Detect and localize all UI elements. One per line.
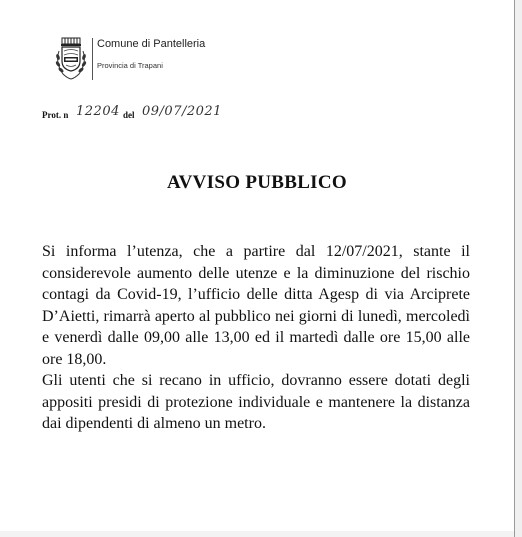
protocol-number: 12204 [76, 104, 120, 119]
coat-of-arms-icon [53, 37, 89, 81]
provincia-name: Provincia di Trapani [97, 61, 163, 70]
header-divider [92, 38, 93, 80]
notice-paragraph-2: Gli utenti che si recano in ufficio, dovranno essere dotati degli appositi presidi di protezione individuale e mantenere la distanza dai dipendenti di almeno un metro. [42, 372, 470, 432]
viewer-bottom-edge [0, 531, 514, 537]
protocol-label: Prot. n [42, 110, 69, 120]
viewer-right-edge [514, 0, 522, 537]
comune-name: Comune di Pantelleria [97, 38, 206, 50]
protocol-date: 09/07/2021 [142, 104, 222, 119]
notice-body [42, 241, 470, 435]
notice-paragraph-1: Si informa l’utenza, che a partire dal 12/07/2021, stante il considerevole aumento delle utenze e la diminuzione del rischio contagi da Covid-19, l’ufficio delle ditta Agesp di via Arciprete D’Aietti, rimarrà aperto al pubblico nei giorni di lunedì, mercoledì e venerdì dalle 09,00 alle 13,00 ed il martedì dalle ore 15,00 alle ore 18,00. [42, 243, 470, 368]
date-label: del [123, 110, 135, 120]
notice-title: AVVISO PUBBLICO [167, 172, 347, 193]
